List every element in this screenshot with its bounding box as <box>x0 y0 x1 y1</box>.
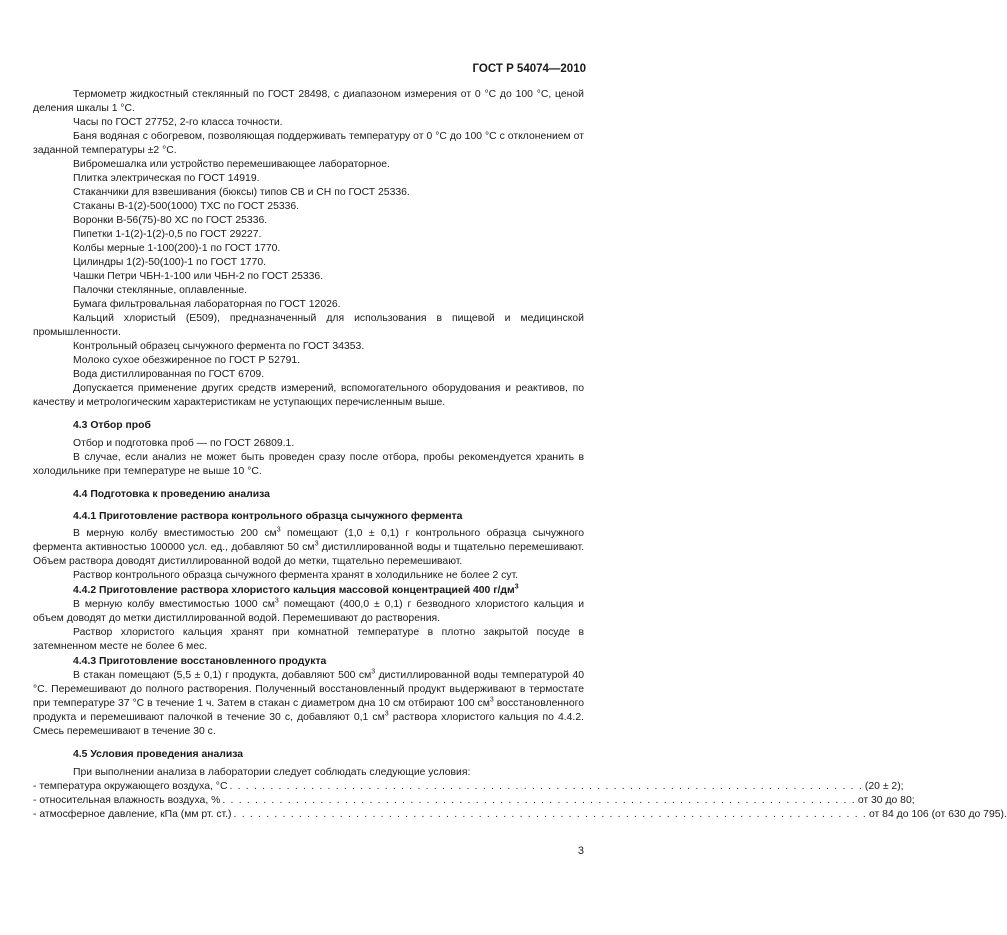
section-4-4-3-text: В стакан помещают (5,5 ± 0,1) г продукта, добавляют 500 $см^3$ дистиллированной воды температурой 40 °С. Перемешивают до полного растворения. Полученный восстановленный продукт выдерживают в термостате при температуре 37 °С в течение 1 ч. Затем в стакан с диаметром дна 10 см отбирают 100 $см^3$ восстановленного продукта и перемешивают палочкой в течение 30 с, добавляют 0,1 $см^3$ раствора хлористого кальция по 4.4.2. Смесь перемешивают в течение 30 с. <box>33 668 584 737</box>
equipment-item: Вибромешалка или устройство перемешивающее лабораторное. <box>73 159 390 170</box>
equipment-item: Пипетки 1-1(2)-1(2)-0,5 по ГОСТ 29227. <box>73 229 262 240</box>
equipment-item: Воронки В-56(75)-80 ХС по ГОСТ 25336. <box>73 215 268 226</box>
condition-label: - температура окружающего воздуха, °С <box>33 781 228 792</box>
equipment-note: Допускается применение других средств измерений, вспомогательного оборудования и реактивов, по качеству и метрологическим характеристикам не уступающих перечисленным выше. <box>33 383 584 408</box>
section-4-4-1-heading: 4.4.1 Приготовление раствора контрольного образца сычужного фермента <box>73 511 463 522</box>
equipment-item: Цилиндры 1(2)-50(100)-1 по ГОСТ 1770. <box>73 257 266 268</box>
condition-row <box>33 780 904 794</box>
section-4-4-1-text: Раствор контрольного образца сычужного фермента хранят в холодильнике не более 2 сут. <box>73 570 519 581</box>
section-4-5-intro: При выполнении анализа в лаборатории следует соблюдать следующие условия: <box>73 767 471 778</box>
section-4-4-3-heading: 4.4.3 Приготовление восстановленного продукта <box>73 656 327 667</box>
equipment-item: Термометр жидкостный стеклянный по ГОСТ 28498, с диапазоном измерения от 0 °С до 100 °С, ценой деления шкалы 1 °С. <box>33 89 584 114</box>
condition-value: от 30 до 80; <box>857 795 915 806</box>
condition-label: - атмосферное давление, кПа (мм рт. ст.) <box>33 809 232 820</box>
section-4-4-2-text: Раствор хлористого кальция хранят при комнатной температуре в плотно закрытой посуде в затемненном месте не более 6 мес. <box>33 627 584 652</box>
condition-row <box>33 794 915 808</box>
equipment-item: Кальций хлористый (Е509), предназначенный для использования в пищевой и медицинской промышленности. <box>33 313 584 338</box>
leader-dots: . . . . . . . . . . . . . . . . . . . . . . . . . . . . . . . . . . . . . . . . . . . . . . . . . . . . . . . . . . . . . . . . . . . . . . . . . . . . . . <box>229 781 863 792</box>
equipment-item: Контрольный образец сычужного фермента по ГОСТ 34353. <box>73 341 365 352</box>
equipment-item: Бумага фильтровальная лабораторная по ГОСТ 12026. <box>73 299 341 310</box>
leader-dots: . . . . . . . . . . . . . . . . . . . . . . . . . . . . . . . . . . . . . . . . . . . . . . . . . . . . . . . . . . . . . . . . . . . . . . . . . . . . . . <box>222 795 856 806</box>
section-4-4-2-text: В мерную колбу вместимостью 1000 $см^3$ помещают (400,0 ± 0,1) г безводного хлористого кальция и объем доводят до метки дистиллированной водой. Перемешивают до растворения. <box>33 597 584 624</box>
equipment-item: Молоко сухое обезжиренное по ГОСТ Р 52791. <box>73 355 301 366</box>
equipment-item: Баня водяная с обогревом, позволяющая поддерживать температуру от 0 °С до 100 °С с отклонением от заданной температуры ±2 °С. <box>33 131 584 156</box>
section-4-4-2-heading: 4.4.2 Приготовление раствора хлористого кальция массовой концентрацией 400 $г/дм^3$ <box>73 583 519 596</box>
equipment-item: Часы по ГОСТ 27752, 2-го класса точности. <box>73 117 283 128</box>
document-body <box>33 88 1007 822</box>
equipment-item: Колбы мерные 1-100(200)-1 по ГОСТ 1770. <box>73 243 281 254</box>
equipment-item: Чашки Петри ЧБН-1-100 или ЧБН-2 по ГОСТ 25336. <box>73 271 324 282</box>
condition-value: (20 ± 2); <box>864 781 904 792</box>
document-code: ГОСТ Р 54074—2010 <box>472 63 586 75</box>
condition-row <box>33 808 1007 822</box>
section-4-3-text: Отбор и подготовка проб — по ГОСТ 26809.1. <box>73 438 295 449</box>
condition-label: - относительная влажность воздуха, % <box>33 795 221 806</box>
equipment-item: Палочки стеклянные, оплавленные. <box>73 285 248 296</box>
equipment-item: Стаканчики для взвешивания (бюксы) типов СВ и СН по ГОСТ 25336. <box>73 187 410 198</box>
equipment-item: Стаканы В-1(2)-500(1000) ТХС по ГОСТ 25336. <box>73 201 300 212</box>
condition-value: от 84 до 106 (от 630 до 795). <box>868 809 1007 820</box>
page-number: 3 <box>577 845 584 857</box>
equipment-item: Вода дистиллированная по ГОСТ 6709. <box>73 369 265 380</box>
equipment-item: Плитка электрическая по ГОСТ 14919. <box>73 173 260 184</box>
section-4-3-heading: 4.3 Отбор проб <box>73 420 151 431</box>
section-4-4-heading: 4.4 Подготовка к проведению анализа <box>73 489 270 500</box>
leader-dots: . . . . . . . . . . . . . . . . . . . . . . . . . . . . . . . . . . . . . . . . . . . . . . . . . . . . . . . . . . . . . . . . . . . . . . . . . . . . . . <box>233 809 867 820</box>
section-4-4-1-text: В мерную колбу вместимостью 200 $см^3$ помещают (1,0 ± 0,1) г контрольного образца сычужного фермента активностью 100000 усл. ед., добавляют 50 $см^3$ дистиллированной воды и тщательно перемешивают. Объем раствора доводят дистиллированной водой до метки, тщательно перемешивают. <box>33 526 584 567</box>
section-4-5-heading: 4.5 Условия проведения анализа <box>73 749 244 760</box>
section-4-3-text: В случае, если анализ не может быть проведен сразу после отбора, пробы рекомендуется хранить в холодильнике при температуре не выше 10 °С. <box>33 452 584 477</box>
